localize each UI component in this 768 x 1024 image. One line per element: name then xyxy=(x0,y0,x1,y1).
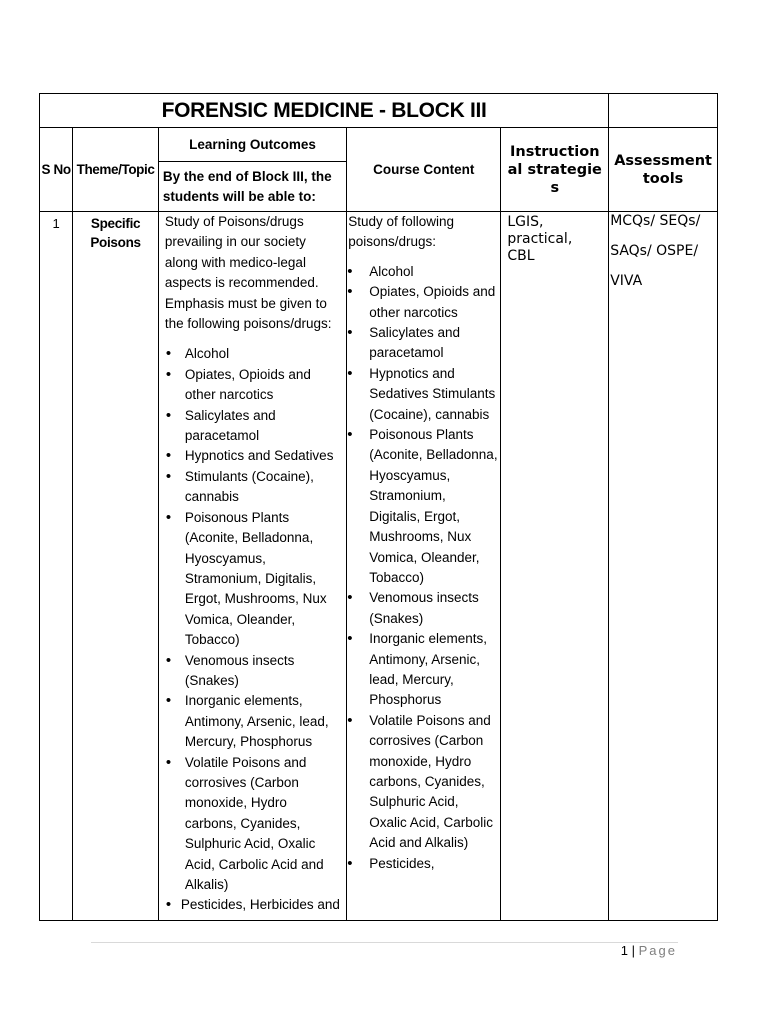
lo-list-item: • Stimulants (Cocaine), cannabis xyxy=(165,467,342,508)
lo-list-item: • Salicylates and paracetamol xyxy=(165,406,342,447)
lo-list-item: • Pesticides, Herbicides and xyxy=(165,895,342,915)
lo-list-item: • Alcohol xyxy=(165,344,342,364)
cc-list-item: • Hypnotics and Sedatives Stimulants (Cocaine), cannabis xyxy=(347,364,498,425)
cc-list xyxy=(347,262,498,874)
header-instructional-strategies xyxy=(501,128,609,212)
curriculum-table xyxy=(39,93,718,921)
lo-list-item: • Inorganic elements, Antimony, Arsenic, lead, Mercury, Phosphorus xyxy=(165,691,342,752)
cc-intro: Study of following poisons/drugs: xyxy=(348,214,455,250)
cc-list-item: • Pesticides, xyxy=(347,854,498,874)
cc-list-item: • Inorganic elements, Antimony, Arsenic, lead, Mercury, Phosphorus xyxy=(347,629,498,711)
cc-list-item: • Opiates, Opioids and other narcotics xyxy=(347,282,498,323)
page-separator: | xyxy=(631,943,635,958)
lo-list-item: • Poisonous Plants (Aconite, Belladonna, Hyoscyamus, Stramonium, Digitalis, Ergot, Mushrooms, Nux Vomica, Oleander, Tobacco) xyxy=(165,508,342,651)
cc-list-item: • Salicylates and paracetamol xyxy=(347,323,498,364)
lo-list-item: • Opiates, Opioids and other narcotics xyxy=(165,365,342,406)
learning-outcomes-cell xyxy=(158,212,346,921)
instructional-strategies-cell xyxy=(501,212,609,921)
lo-list xyxy=(165,344,342,915)
header-sno: S No xyxy=(40,128,73,212)
lo-intro: Study of Poisons/drugs prevailing in our society along with medico-legal aspects is recommended. Emphasis must be given to the following poisons/drugs: xyxy=(164,214,332,332)
cc-list-item: • Poisonous Plants (Aconite, Belladonna, Hyoscyamus, Stramonium, Digitalis, Ergot, Mushrooms, Nux Vomica, Oleander, Tobacco) xyxy=(347,425,498,588)
page-footer xyxy=(621,943,677,958)
footer-divider xyxy=(91,942,678,943)
row-topic: Specific Poisons xyxy=(73,212,159,921)
cc-list-item: • Volatile Poisons and corrosives (Carbon monoxide, Hydro carbons, Cyanides, Sulphuric Acid, Oxalic Acid, Carbolic Acid and Alkalis) xyxy=(347,711,498,854)
header-learning-outcomes: Learning Outcomes xyxy=(158,128,346,162)
instructional-text: LGIS, practical, CBL xyxy=(507,214,573,264)
cc-list-item: • Alcohol xyxy=(347,262,498,282)
header-learning-outcomes-sub: By the end of Block III, the students will be able to: xyxy=(158,162,346,212)
row-sno: 1 xyxy=(40,212,73,921)
header-course-content: Course Content xyxy=(347,128,501,212)
cc-list-item: • Venomous insects (Snakes) xyxy=(347,588,498,629)
header-assessment-tools: Assessment tools xyxy=(609,128,718,212)
course-content-cell xyxy=(347,212,501,921)
assessment-text: MCQs/ SEQs/ SAQs/ OSPE/ VIVA xyxy=(610,213,701,289)
title-empty-cell xyxy=(609,94,718,128)
header-instructional-text: Instructional strategies xyxy=(507,143,602,196)
lo-list-item: • Hypnotics and Sedatives xyxy=(165,446,342,466)
header-theme-topic: Theme/Topic xyxy=(73,128,159,212)
page-number: 1 xyxy=(620,943,628,958)
document-title: FORENSIC MEDICINE - BLOCK III xyxy=(40,94,609,128)
assessment-tools-cell xyxy=(609,212,718,921)
lo-list-item: • Volatile Poisons and corrosives (Carbon monoxide, Hydro carbons, Cyanides, Sulphuric Acid, Oxalic Acid, Carbolic Acid and Alkalis) xyxy=(165,753,342,896)
lo-list-item: • Venomous insects (Snakes) xyxy=(165,651,342,692)
page-word: Page xyxy=(638,943,677,958)
